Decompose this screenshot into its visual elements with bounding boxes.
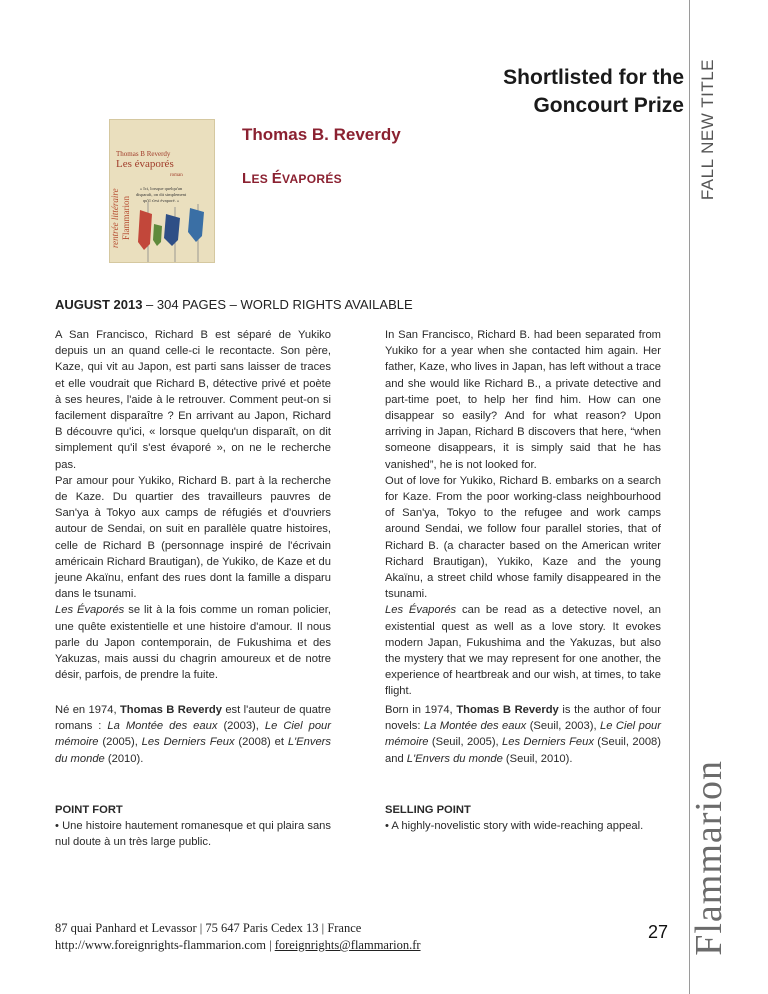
fr-bio-f: (2010).: [104, 752, 144, 765]
footer-email[interactable]: foreignrights@flammarion.fr: [274, 938, 421, 952]
fr-paragraph-3-text: se lit à la fois comme un roman policier, une quête existentielle et une histoire d'amour. Il nous parle du Japon contemporain, de Fukushima et des Yakuzas, mais aussi du chagrin amoureux et de notre désir, parfois, de prendre la fuite.: [55, 604, 331, 682]
en-bio-t4: L'Envers du monde: [406, 752, 503, 765]
side-brand-text: Flammarion: [688, 759, 730, 956]
meta-details: – 304 PAGES – WORLD RIGHTS AVAILABLE: [142, 297, 413, 312]
fr-paragraph-3: [55, 602, 331, 683]
footer-address: 87 quai Panhard et Levassor | 75 647 Paris Cedex 13 | France: [55, 921, 362, 935]
fr-synopsis: [55, 327, 331, 683]
fr-bio: [55, 702, 331, 767]
cover-author: Thomas B Reverdy: [116, 150, 171, 158]
book-title-initial2: É: [271, 170, 283, 187]
koinobori-illustration-icon: [130, 202, 210, 262]
fr-selling-point: [55, 802, 331, 851]
book-title-part2: VAPORÉS: [282, 172, 342, 186]
cover-genre: roman: [170, 173, 183, 178]
publication-meta: [55, 297, 413, 312]
fr-bio-b: est l'auteur de quatre romans :: [55, 704, 331, 733]
en-bio-name: Thomas B Reverdy: [456, 704, 559, 716]
book-cover: [110, 120, 214, 262]
en-bio-t2: Le Ciel pour mémoire: [385, 720, 661, 749]
fr-paragraph-2: Par amour pour Yukiko, Richard B. part à la recherche de Kaze. Du quartier des travailleurs pauvres de San'ya à Tokyo aux camps de réfugiés et d'ouvriers autour de Sendai, on suit en parallèle quatre histoires, celle de Richard B (personnage inspiré de l'écrivain américain Richard Brautigan), de Yukiko, de Kaze et du jeune Akaïnu, enfant des rues dont la famille a disparu dans le tsunami.: [55, 474, 331, 601]
cover-title: Les évaporés: [116, 158, 174, 170]
fr-bio-t3: Les Derniers Feux: [141, 736, 235, 749]
en-selling-point: [385, 802, 661, 834]
page-number: 27: [648, 922, 669, 942]
headline: [503, 64, 684, 120]
en-bio-text: [385, 702, 661, 767]
en-bio-b: is the author of four novels:: [385, 704, 661, 733]
fr-bio-t4: L'Envers du monde: [55, 736, 331, 765]
fr-bio-e: (2008) et: [234, 736, 288, 749]
fr-bio-t1: La Montée des eaux: [107, 720, 218, 733]
side-tag-text: FALL NEW TITLE: [698, 58, 717, 200]
fr-bio-t2: Le Ciel pour mémoire: [55, 720, 331, 749]
en-paragraph-2: Out of love for Yukiko, Richard B. embarks on a search for Kaze. From the poor working-class neighbourhood of San'ya, Tokyo to the refugee and work camps around Sendai, we follow four parallel stories, that of Richard B. (a character based on the American writer Richard Brautigan), Yukiko, Kaze and the young Akaïnu, a street child whose family disappeared in the tsunami.: [385, 474, 661, 601]
en-title-italic: Les Évaporés: [385, 604, 457, 617]
en-bio: [385, 702, 661, 767]
author-name: Thomas B. Reverdy: [242, 125, 401, 144]
book-title-initial: L: [242, 170, 252, 187]
en-paragraph-3-text: can be read as a detective novel, an existential quest as well as a love story. It evokes modern Japan, Fukushima and the Yakuzas, but also the mystery that we may represent for one another, the experience of heartbreak and our wish, at times, to take flight.: [385, 604, 661, 698]
en-synopsis: [385, 327, 661, 700]
headline-line2: Goncourt Prize: [533, 94, 684, 117]
footer: [55, 920, 421, 954]
fr-title-italic: Les Évaporés: [55, 604, 125, 617]
cover-quote: « Ici, lorsque quelqu'un disparaît, on dit simplement qu'il s'est évaporé. »: [135, 186, 187, 203]
footer-links: [55, 937, 421, 954]
fr-bio-name: Thomas B Reverdy: [119, 704, 222, 716]
cover-series: rentrée littéraire: [110, 188, 120, 249]
side-brand-logo: [688, 735, 730, 980]
fr-paragraph-1: A San Francisco, Richard B est séparé de Yukiko depuis un an quand celle-ci le recontacte. Son père, Kaze, qui vit au Japon, est parti sans laisser de traces et elle voudrait que Richard B, détective privé et poète à ses heures, l'aide à le retrouver. Comment peut-on si facilement disparaître ? En arrivant au Japon, Richard B découvre qu'ici, « lorsque quelqu'un disparaît, on dit simplement qu'il s'est évaporé », on ne le recherche pas.: [55, 329, 331, 471]
fr-bio-a: Né en 1974,: [55, 704, 120, 716]
book-title: [242, 170, 342, 187]
en-paragraph-1: In San Francisco, Richard B. had been separated from Yukiko for a year when she contacted him again. Her father, Kaze, who lives in Japan, has left without a trace and she would like Richard B., a private detective and part-time poet, to help her find him. How can one disappear so easily? And for what reason? Upon arriving in Japan, Richard B discovers that here, “when someone disappears, it is simply said that he has vanished”, he is not looked for.: [385, 329, 661, 471]
en-bio-t3: Les Derniers Feux: [502, 736, 594, 749]
footer-url[interactable]: http://www.foreignrights-flammarion.com |: [55, 938, 275, 952]
en-point-text: • A highly-novelistic story with wide-reaching appeal.: [385, 820, 644, 833]
en-bio-t1: La Montée des eaux: [423, 720, 527, 733]
fr-point-label: POINT FORT: [55, 804, 123, 816]
fr-bio-c: (2003),: [217, 720, 265, 733]
meta-date: AUGUST 2013: [55, 297, 143, 312]
fr-bio-d: (2005),: [98, 736, 142, 749]
en-paragraph-3: [385, 602, 661, 699]
en-bio-c: (Seuil, 2003),: [526, 720, 601, 733]
side-tag: [694, 30, 722, 200]
headline-line1: Shortlisted for the: [503, 66, 684, 89]
en-bio-e: (Seuil, 2008) and: [385, 736, 661, 765]
en-bio-f: (Seuil, 2010).: [502, 752, 573, 765]
en-bio-a: Born in 1974,: [385, 704, 457, 716]
book-title-part: ES: [251, 172, 272, 186]
en-bio-d: (Seuil, 2005),: [428, 736, 503, 749]
fr-point-text: • Une histoire hautement romanesque et qui plaira sans nul doute à un très large public.: [55, 820, 331, 849]
en-point-label: SELLING POINT: [385, 804, 471, 816]
cover-brand: Flammarion: [121, 196, 131, 241]
fr-bio-text: [55, 702, 331, 767]
